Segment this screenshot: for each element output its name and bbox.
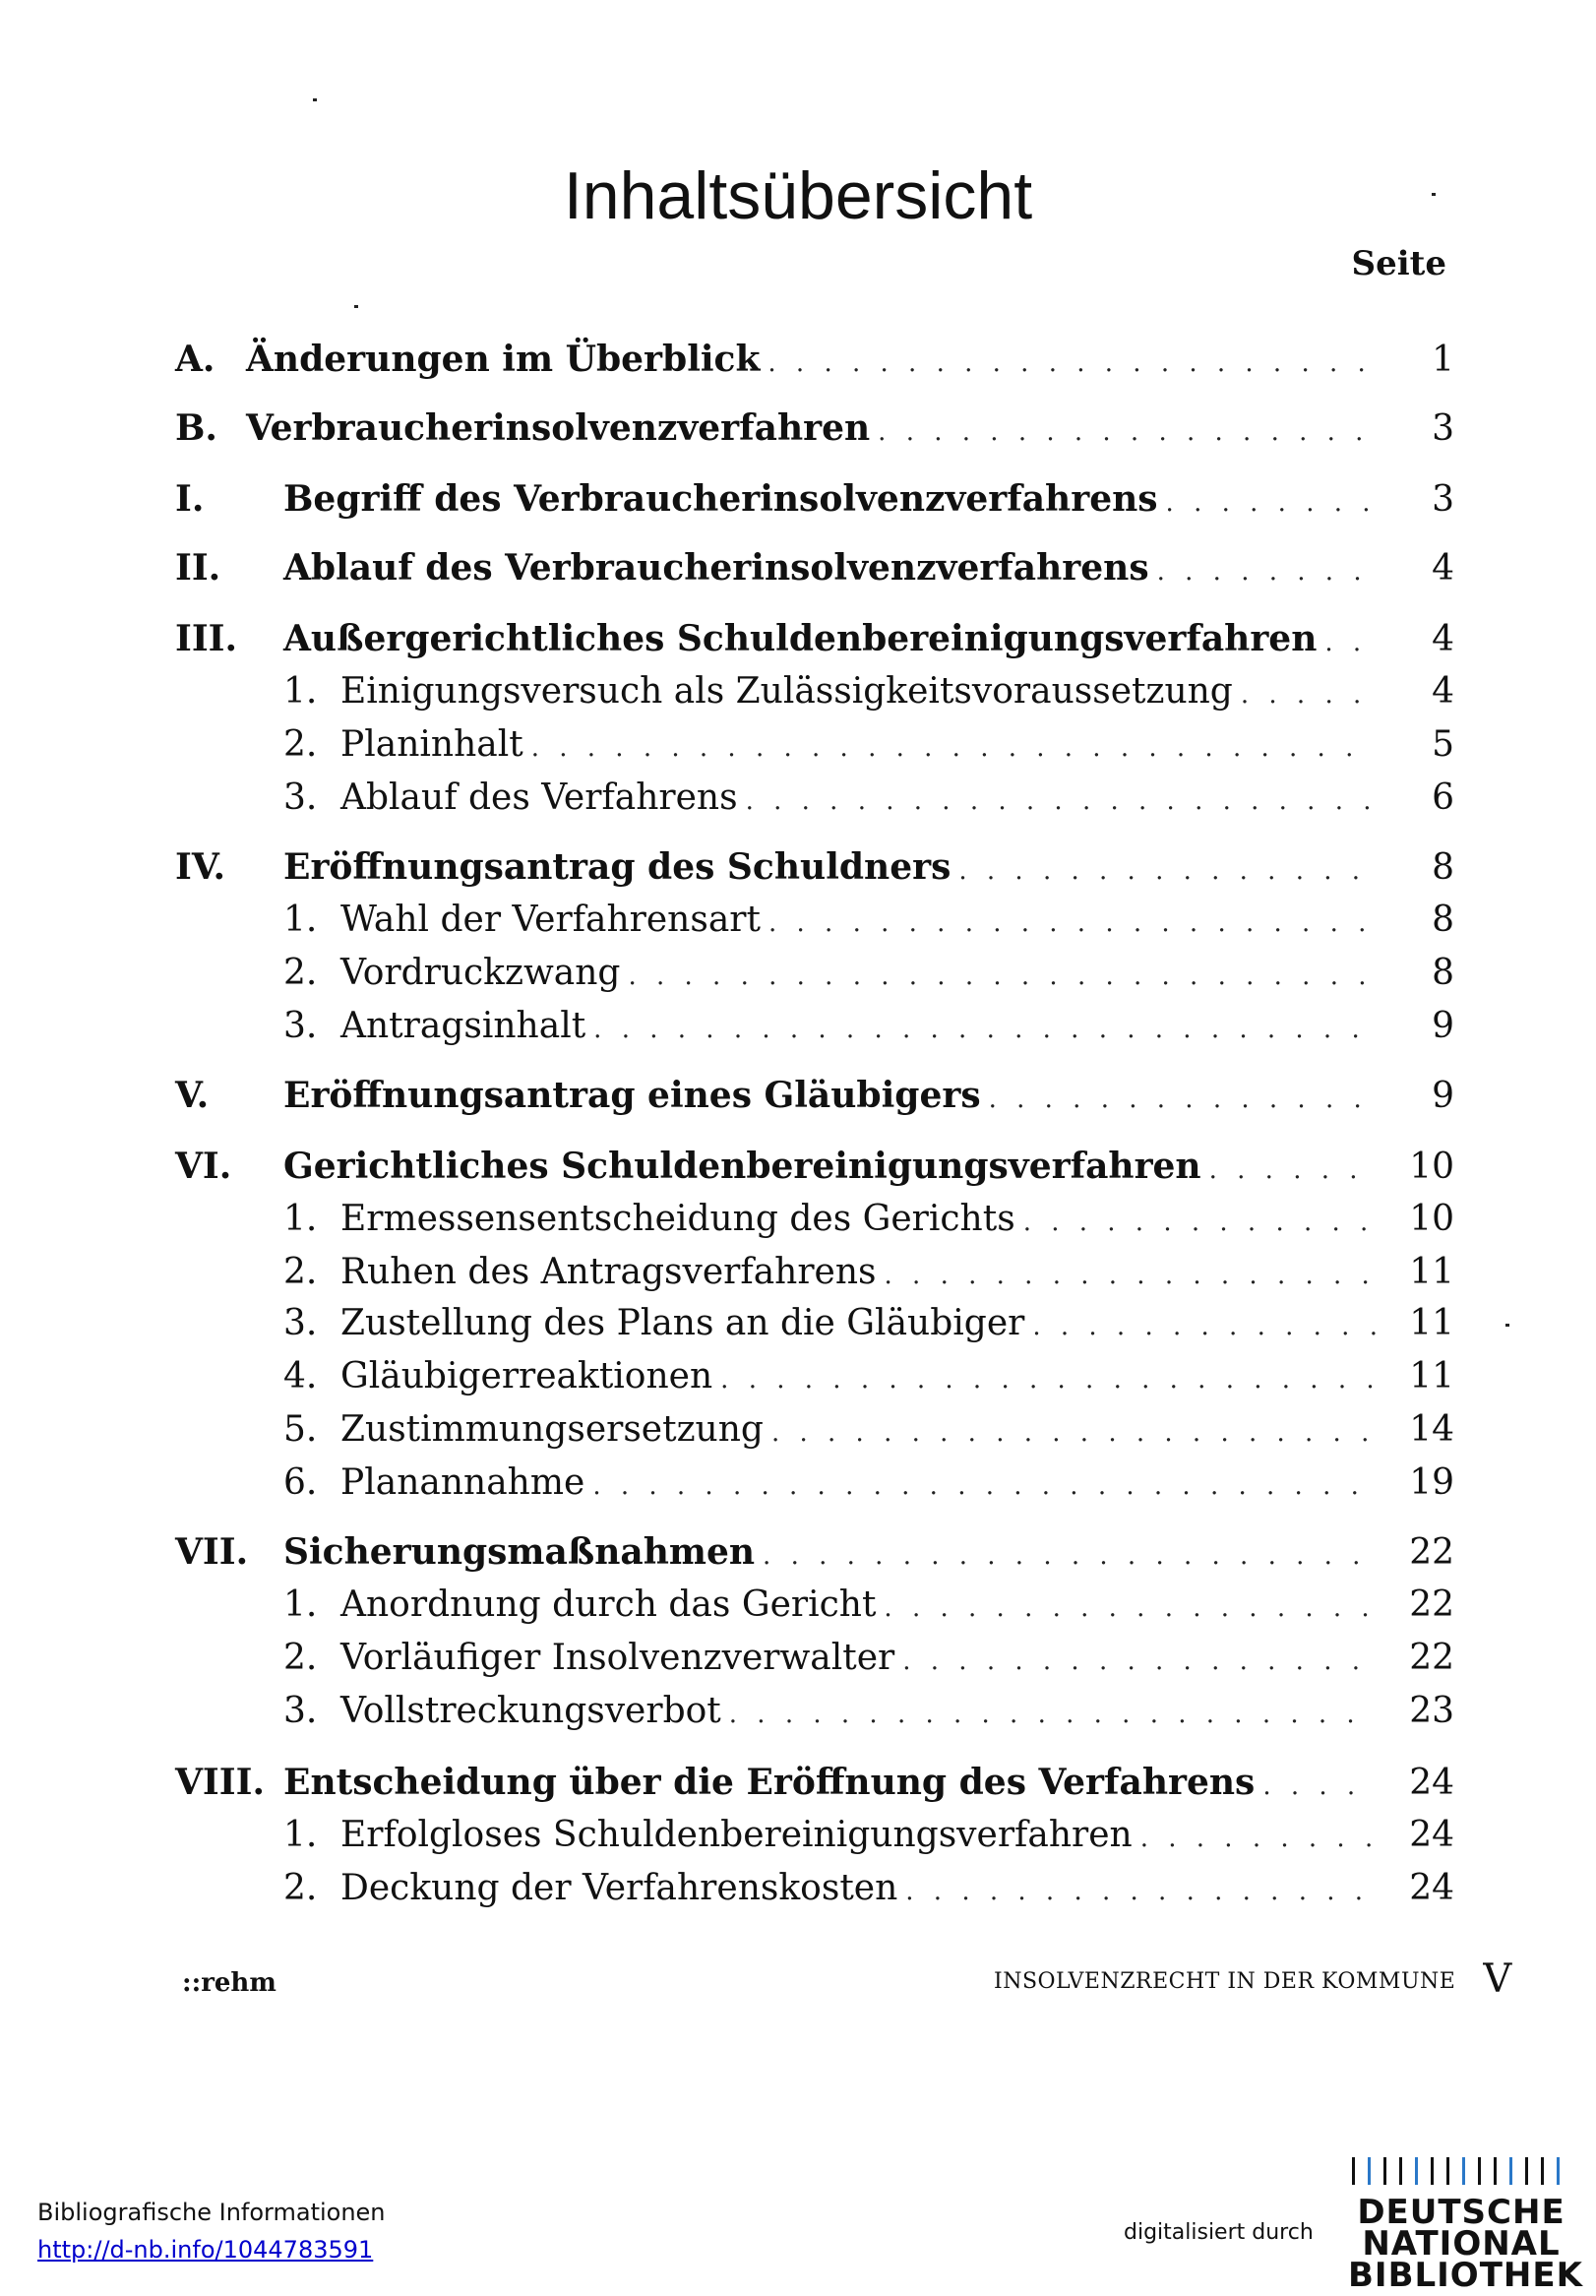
toc-dot-leader [729,1700,1376,1729]
toc-entry-title: Sicherungsmaßnahmen [283,1531,756,1573]
dnb-logo-bar [1494,2157,1497,2185]
toc-entry-page: 14 [1409,1409,1454,1450]
toc-dot-leader [958,856,1376,886]
page-column-label: Seite [1351,244,1446,283]
toc-dot-leader [1241,680,1376,710]
toc-entry-title: Einigungsversuch als Zulässigkeitsvoraussetzung [340,671,1233,712]
toc-entry-number: 2. [283,1638,318,1678]
toc-entry [283,1252,1454,1299]
toc-dot-leader [905,1877,1376,1906]
toc-entry-page: 10 [1409,1199,1454,1239]
toc-dot-leader [767,348,1376,378]
dnb-logo-bar [1352,2157,1355,2185]
toc-entry-number: 2. [283,1868,318,1908]
toc-entry [283,1638,1454,1685]
toc-entry-number: VII. [175,1531,249,1573]
toc-dot-leader [878,417,1376,447]
toc-entry [283,1303,1454,1350]
toc-entry-title: Ablauf des Verfahrens [340,777,738,818]
toc-entry-number: 2. [283,953,318,993]
toc-entry-number: A. [175,339,215,380]
toc-entry-page: 10 [1409,1147,1454,1187]
toc-entry-number: 5. [283,1409,318,1450]
toc-entry-title: Eröffnungsantrag eines Gläubigers [283,1075,981,1116]
toc-entry [283,1815,1454,1862]
toc-entry-page: 9 [1432,1006,1454,1046]
toc-entry [175,618,1454,665]
toc-entry-title: Vordruckzwang [340,953,621,993]
toc-dot-leader [902,1646,1376,1676]
dnb-logo-bar [1557,2157,1560,2185]
toc-entry-number: VI. [175,1146,232,1187]
dnb-logo-line-2: NATIONAL [1362,2224,1561,2264]
toc-entry-number: 3. [283,1006,318,1046]
toc-entry [283,953,1454,1000]
toc-entry [283,1584,1454,1632]
toc-entry-title: Verbraucherinsolvenzverfahren [246,407,871,449]
toc-entry [283,1462,1454,1510]
toc-entry-page: 23 [1409,1691,1454,1731]
toc-entry-number: B. [175,407,217,449]
toc-entry-title: Planannahme [340,1462,585,1503]
toc-entry-number: V. [175,1075,210,1116]
toc-dot-leader [1209,1155,1376,1185]
toc-entry-page: 22 [1409,1584,1454,1625]
dnb-logo-bar [1399,2157,1402,2185]
toc-entry [175,478,1454,526]
toc-entry-number: VIII. [175,1762,265,1803]
toc-entry [283,1199,1454,1246]
toc-entry-number: III. [175,618,238,659]
toc-entry-title: Gerichtliches Schuldenbereinigungsverfahren [283,1146,1201,1187]
toc-entry-page: 6 [1432,777,1454,818]
dnb-logo-bar [1446,2157,1449,2185]
running-footer [994,1956,1512,2002]
toc-entry-number: II. [175,547,221,589]
toc-entry-number: 2. [283,724,318,765]
bibliographic-info-link[interactable]: http://d-nb.info/1044783591 [37,2236,374,2264]
dnb-logo-bar [1368,2157,1371,2185]
toc-entry [283,1006,1454,1053]
dnb-logo-bar [1431,2157,1434,2185]
toc-dot-leader [1157,557,1376,587]
dnb-logo-bar [1525,2157,1528,2185]
scan-speck [313,98,317,101]
toc-entry-title: Wahl der Verfahrensart [340,900,761,940]
toc-entry [283,1356,1454,1403]
toc-entry-page: 11 [1409,1303,1454,1343]
toc-entry-page: 22 [1409,1532,1454,1573]
toc-entry-title: Ruhen des Antragsverfahrens [340,1252,877,1292]
toc-entry [175,846,1454,894]
toc-entry-number: 1. [283,671,318,712]
toc-entry-page: 3 [1432,408,1454,449]
toc-entry-title: Außergerichtliches Schuldenbereinigungsverfahren [283,618,1318,659]
toc-entry [283,1691,1454,1738]
toc-entry-title: Deckung der Verfahrenskosten [340,1868,898,1908]
page-number: V [1483,1956,1512,2002]
toc-entry-title: Zustimmungsersetzung [340,1409,764,1450]
dnb-logo-bar [1541,2157,1544,2185]
toc-entry-page: 4 [1432,548,1454,589]
toc-entry-title: Eröffnungsantrag des Schuldners [283,846,951,888]
dnb-logo-bar [1462,2157,1465,2185]
toc-entry-number: IV. [175,846,226,888]
toc-entry-number: I. [175,478,205,520]
toc-entry-page: 8 [1432,900,1454,940]
toc-entry-page: 11 [1409,1252,1454,1292]
toc-entry-title: Ablauf des Verbraucherinsolvenzverfahrens [283,547,1149,589]
toc-entry-title: Ermessensentscheidung des Gerichts [340,1199,1015,1239]
series-title: INSOLVENZRECHT IN DER KOMMUNE [994,1969,1456,1994]
toc-entry-number: 3. [283,777,318,818]
toc-entry-number: 1. [283,1199,318,1239]
toc-entry [283,900,1454,947]
toc-entry-number: 1. [283,1584,318,1625]
toc-entry-page: 19 [1409,1462,1454,1503]
toc-entry [175,1762,1454,1809]
toc-entry-page: 24 [1409,1763,1454,1803]
toc-dot-leader [885,1261,1376,1290]
toc-entry-number: 3. [283,1303,318,1343]
dnb-logo-line-1: DEUTSCHE [1357,2193,1565,2232]
scan-speck [354,305,358,308]
toc-entry [283,777,1454,825]
toc-entry [175,407,1454,455]
toc-dot-leader [628,962,1376,991]
page-title: Inhaltsübersicht [563,158,1033,233]
toc-dot-leader [1166,488,1376,518]
toc-entry-title: Zustellung des Plans an die Gläubiger [340,1303,1025,1343]
toc-dot-leader [1262,1771,1376,1801]
toc-entry-number: 6. [283,1462,318,1503]
toc-entry-number: 3. [283,1691,318,1731]
toc-dot-leader [1140,1824,1376,1853]
toc-dot-leader [1023,1208,1376,1237]
toc-dot-leader [771,1418,1376,1448]
toc-entry-page: 8 [1432,847,1454,888]
toc-dot-leader [531,733,1376,763]
toc-entry [283,1868,1454,1915]
toc-dot-leader [592,1471,1376,1501]
toc-dot-leader [884,1593,1376,1623]
toc-entry-page: 9 [1432,1076,1454,1116]
toc-entry-title: Entscheidung über die Eröffnung des Verfahrens [283,1762,1256,1803]
toc-entry-title: Anordnung durch das Gericht [340,1584,877,1625]
toc-dot-leader [1324,628,1376,657]
toc-entry [283,1409,1454,1457]
toc-entry-page: 1 [1432,340,1454,380]
toc-dot-leader [593,1015,1376,1044]
toc-entry-page: 24 [1409,1868,1454,1908]
toc-entry [175,547,1454,594]
toc-entry-number: 1. [283,1815,318,1855]
toc-entry-page: 4 [1432,619,1454,659]
toc-entry-number: 4. [283,1356,318,1396]
toc-entry-title: Begriff des Verbraucherinsolvenzverfahrens [283,478,1158,520]
toc-entry [283,724,1454,772]
dnb-logo-bars [1348,2157,1574,2185]
toc-entry-number: 2. [283,1252,318,1292]
dnb-logo-line-3: BIBLIOTHEK [1348,2256,1583,2295]
dnb-logo-bar [1509,2157,1512,2185]
toc-entry-title: Vollstreckungsverbot [340,1691,721,1731]
dnb-logo [1348,2157,1583,2295]
toc-entry [283,671,1454,718]
toc-entry [175,1146,1454,1193]
toc-dot-leader [989,1085,1376,1114]
toc-dot-leader [746,786,1376,816]
toc-entry-title: Antragsinhalt [340,1006,586,1046]
toc-entry-title: Gläubigerreaktionen [340,1356,713,1396]
toc-entry-page: 8 [1432,953,1454,993]
dnb-logo-bar [1415,2157,1418,2185]
toc-entry-number: 1. [283,900,318,940]
toc-entry-page: 3 [1432,479,1454,520]
toc-entry-page: 5 [1432,724,1454,765]
toc-entry-page: 22 [1409,1638,1454,1678]
publisher-mark: ::rehm [182,1968,276,1998]
toc-dot-leader [768,908,1376,938]
toc-entry-title: Planinhalt [340,724,523,765]
toc-entry-title: Änderungen im Überblick [246,339,761,380]
dnb-logo-bar [1383,2157,1386,2185]
toc-entry-title: Erfolgloses Schuldenbereinigungsverfahren [340,1815,1133,1855]
scan-speck [1432,193,1436,196]
digitized-by-label: digitalisiert durch [1124,2220,1314,2245]
toc-entry [175,1531,1454,1579]
toc-entry-page: 11 [1409,1356,1454,1396]
toc-dot-leader [763,1541,1376,1571]
dnb-logo-bar [1478,2157,1481,2185]
bibliographic-info-label: Bibliografische Informationen [37,2199,386,2226]
toc-dot-leader [720,1365,1376,1395]
toc-entry [175,1075,1454,1122]
toc-entry-title: Vorläufiger Insolvenzverwalter [340,1638,895,1678]
toc-entry-page: 4 [1432,671,1454,712]
scan-speck [1505,1324,1509,1327]
toc-entry-page: 24 [1409,1815,1454,1855]
toc-entry [175,339,1454,386]
toc-dot-leader [1032,1312,1376,1341]
